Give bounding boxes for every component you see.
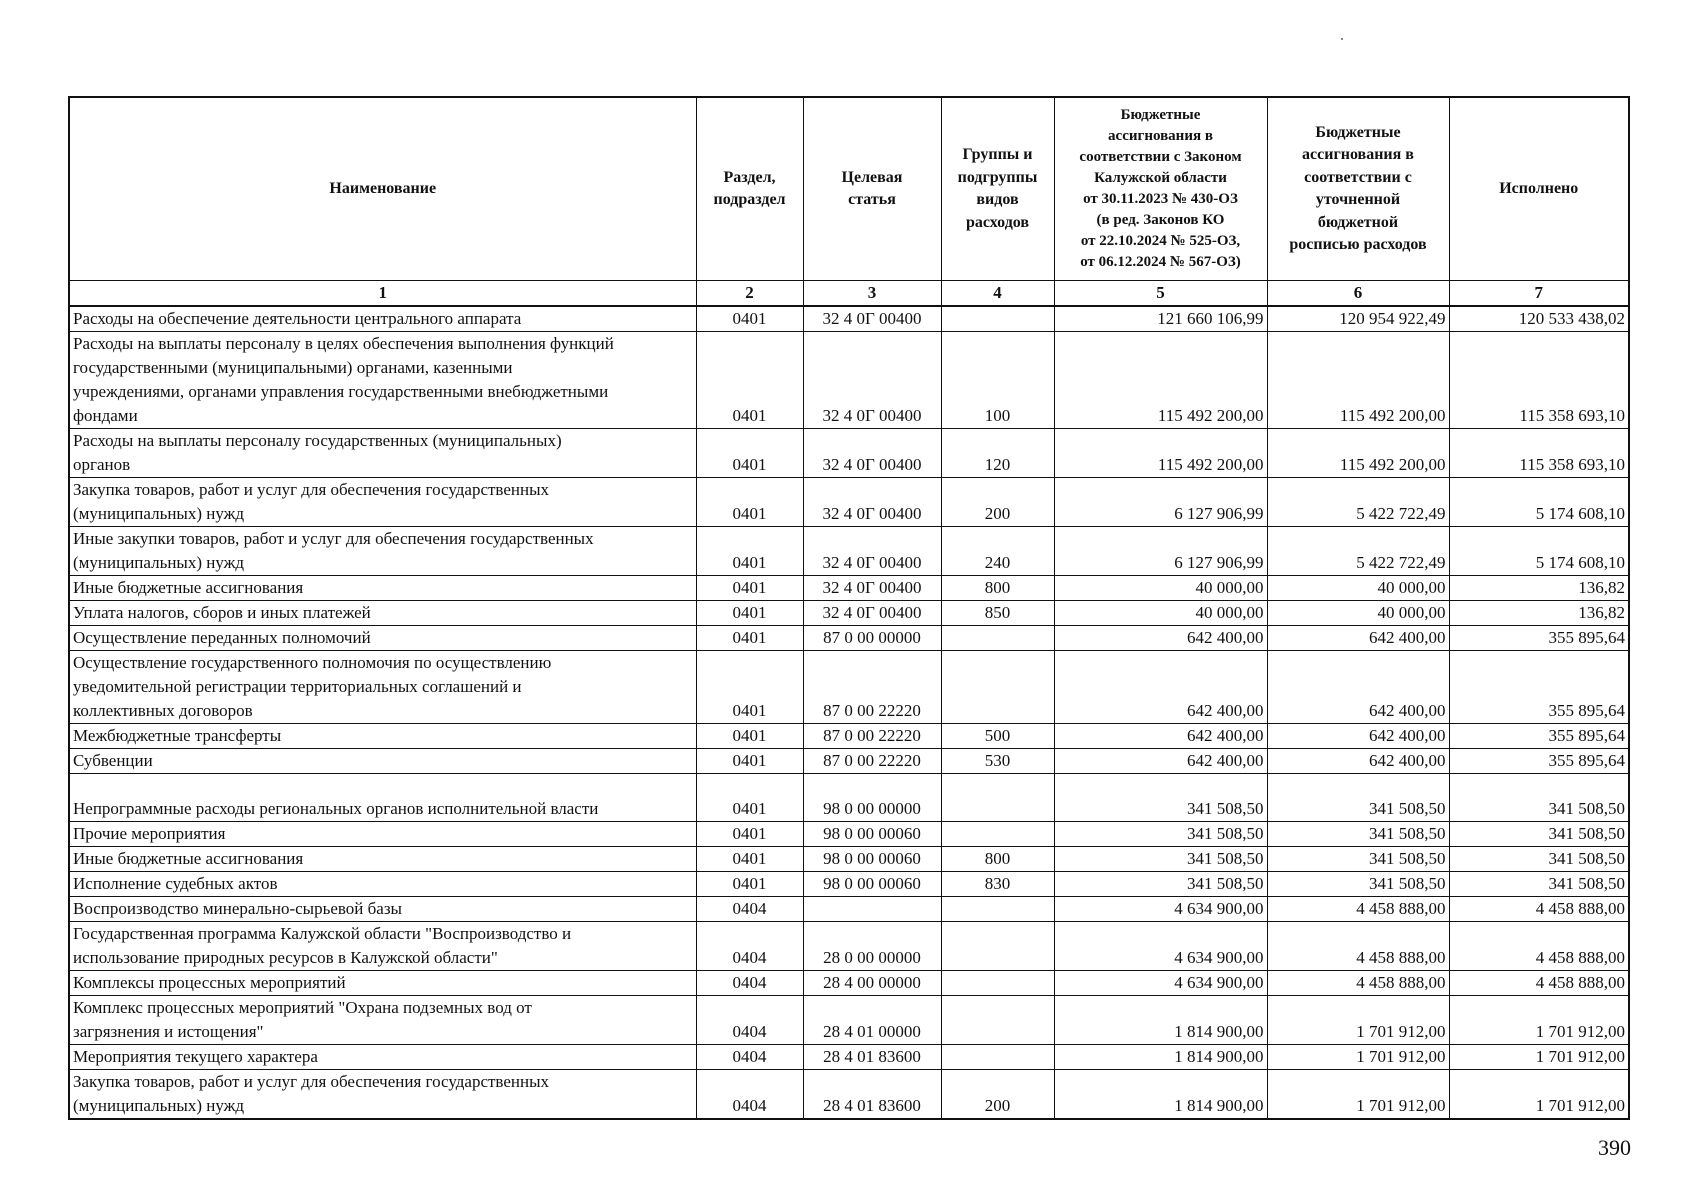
table-row — [69, 971, 1629, 996]
cell-law-allocation: 642 400,00 — [1054, 749, 1267, 774]
cell-section: 0401 — [696, 651, 803, 724]
cell-name: Иные бюджетные ассигнования — [69, 576, 696, 601]
cell-name: Уплата налогов, сборов и иных платежей — [69, 601, 696, 626]
cell-executed: 355 895,64 — [1449, 626, 1629, 651]
cell-section: 0404 — [696, 996, 803, 1045]
cell-name: Расходы на выплаты персоналу государственных (муниципальных) органов — [69, 429, 696, 478]
cell-executed: 120 533 438,02 — [1449, 306, 1629, 332]
cell-law-allocation: 341 508,50 — [1054, 774, 1267, 822]
table-row — [69, 527, 1629, 576]
cell-expense-group: 100 — [941, 332, 1054, 429]
cell-refined-allocation: 1 701 912,00 — [1267, 996, 1449, 1045]
cell-executed: 115 358 693,10 — [1449, 429, 1629, 478]
header-target-article: Целевая статья — [803, 97, 941, 281]
column-number: 2 — [696, 281, 803, 307]
cell-expense-group: 240 — [941, 527, 1054, 576]
cell-expense-group: 830 — [941, 872, 1054, 897]
cell-section: 0401 — [696, 478, 803, 527]
budget-table — [68, 96, 1630, 1120]
cell-name: Мероприятия текущего характера — [69, 1045, 696, 1070]
table-row — [69, 822, 1629, 847]
cell-expense-group: 800 — [941, 847, 1054, 872]
cell-refined-allocation: 115 492 200,00 — [1267, 332, 1449, 429]
cell-refined-allocation: 5 422 722,49 — [1267, 527, 1449, 576]
table-row — [69, 872, 1629, 897]
cell-target-article: 32 4 0Г 00400 — [803, 306, 941, 332]
cell-expense-group — [941, 774, 1054, 822]
cell-executed: 5 174 608,10 — [1449, 478, 1629, 527]
cell-law-allocation: 642 400,00 — [1054, 651, 1267, 724]
cell-name: Закупка товаров, работ и услуг для обеспечения государственных (муниципальных) нужд — [69, 1070, 696, 1120]
cell-executed: 4 458 888,00 — [1449, 897, 1629, 922]
cell-law-allocation: 4 634 900,00 — [1054, 971, 1267, 996]
cell-refined-allocation: 642 400,00 — [1267, 651, 1449, 724]
cell-name: Расходы на выплаты персоналу в целях обеспечения выполнения функций государственными (муниципальными) органами, казенными учреждениями, органами управления государственными внебюджетными фондами — [69, 332, 696, 429]
header-law-allocations: Бюджетные ассигнования в соответствии с Законом Калужской области от 30.11.2023 № 430-ОЗ (в ред. Законов КО от 22.10.2024 № 525-ОЗ, от 06.12.2024 № 567-ОЗ) — [1054, 97, 1267, 281]
cell-target-article: 28 4 01 83600 — [803, 1070, 941, 1120]
cell-executed: 355 895,64 — [1449, 651, 1629, 724]
cell-section: 0401 — [696, 626, 803, 651]
cell-refined-allocation: 4 458 888,00 — [1267, 922, 1449, 971]
header-section: Раздел, подраздел — [696, 97, 803, 281]
cell-refined-allocation: 5 422 722,49 — [1267, 478, 1449, 527]
cell-law-allocation: 642 400,00 — [1054, 626, 1267, 651]
cell-target-article: 98 0 00 00000 — [803, 774, 941, 822]
cell-refined-allocation: 120 954 922,49 — [1267, 306, 1449, 332]
page-number: 390 — [1598, 1135, 1631, 1160]
table-row — [69, 1045, 1629, 1070]
cell-name: Иные закупки товаров, работ и услуг для обеспечения государственных (муниципальных) нужд — [69, 527, 696, 576]
table-row — [69, 332, 1629, 429]
cell-expense-group: 200 — [941, 478, 1054, 527]
cell-refined-allocation: 642 400,00 — [1267, 626, 1449, 651]
cell-law-allocation: 115 492 200,00 — [1054, 332, 1267, 429]
table-row — [69, 996, 1629, 1045]
cell-target-article: 87 0 00 00000 — [803, 626, 941, 651]
cell-executed: 341 508,50 — [1449, 774, 1629, 822]
cell-expense-group — [941, 996, 1054, 1045]
cell-section: 0401 — [696, 306, 803, 332]
cell-name: Исполнение судебных актов — [69, 872, 696, 897]
cell-law-allocation: 6 127 906,99 — [1054, 478, 1267, 527]
cell-executed: 341 508,50 — [1449, 847, 1629, 872]
cell-executed: 341 508,50 — [1449, 872, 1629, 897]
cell-law-allocation: 341 508,50 — [1054, 872, 1267, 897]
column-number: 3 — [803, 281, 941, 307]
cell-expense-group: 120 — [941, 429, 1054, 478]
cell-section: 0401 — [696, 872, 803, 897]
cell-name: Субвенции — [69, 749, 696, 774]
cell-executed: 5 174 608,10 — [1449, 527, 1629, 576]
cell-target-article: 32 4 0Г 00400 — [803, 332, 941, 429]
cell-target-article: 32 4 0Г 00400 — [803, 478, 941, 527]
cell-name: Осуществление переданных полномочий — [69, 626, 696, 651]
cell-name: Воспроизводство минерально-сырьевой базы — [69, 897, 696, 922]
cell-expense-group: 500 — [941, 724, 1054, 749]
cell-executed: 1 701 912,00 — [1449, 1045, 1629, 1070]
table-row — [69, 651, 1629, 724]
cell-target-article: 87 0 00 22220 — [803, 651, 941, 724]
cell-target-article: 32 4 0Г 00400 — [803, 601, 941, 626]
table-row — [69, 847, 1629, 872]
table-row — [69, 429, 1629, 478]
cell-name: Комплекс процессных мероприятий "Охрана подземных вод от загрязнения и истощения" — [69, 996, 696, 1045]
cell-name: Прочие мероприятия — [69, 822, 696, 847]
column-number-row — [69, 281, 1629, 307]
cell-refined-allocation: 341 508,50 — [1267, 872, 1449, 897]
cell-section: 0401 — [696, 576, 803, 601]
cell-target-article: 87 0 00 22220 — [803, 724, 941, 749]
cell-expense-group — [941, 922, 1054, 971]
cell-target-article: 28 4 01 00000 — [803, 996, 941, 1045]
cell-name: Государственная программа Калужской области "Воспроизводство и использование природных ресурсов в Калужской области" — [69, 922, 696, 971]
table-row — [69, 774, 1629, 822]
cell-executed: 4 458 888,00 — [1449, 971, 1629, 996]
cell-executed: 136,82 — [1449, 601, 1629, 626]
cell-refined-allocation: 642 400,00 — [1267, 749, 1449, 774]
cell-target-article: 28 0 00 00000 — [803, 922, 941, 971]
cell-section: 0404 — [696, 1070, 803, 1120]
header-expense-groups: Группы и подгруппы видов расходов — [941, 97, 1054, 281]
column-number: 5 — [1054, 281, 1267, 307]
table-row — [69, 306, 1629, 332]
cell-law-allocation: 40 000,00 — [1054, 576, 1267, 601]
table-row — [69, 626, 1629, 651]
cell-name: Расходы на обеспечение деятельности центрального аппарата — [69, 306, 696, 332]
cell-name: Осуществление государственного полномочия по осуществлению уведомительной регистрации территориальных соглашений и коллективных договоров — [69, 651, 696, 724]
cell-law-allocation: 1 814 900,00 — [1054, 1070, 1267, 1120]
cell-section: 0401 — [696, 429, 803, 478]
cell-law-allocation: 4 634 900,00 — [1054, 922, 1267, 971]
cell-refined-allocation: 4 458 888,00 — [1267, 897, 1449, 922]
column-number: 1 — [69, 281, 696, 307]
cell-law-allocation: 115 492 200,00 — [1054, 429, 1267, 478]
cell-executed: 341 508,50 — [1449, 822, 1629, 847]
cell-section: 0404 — [696, 971, 803, 996]
cell-target-article: 98 0 00 00060 — [803, 872, 941, 897]
cell-law-allocation: 4 634 900,00 — [1054, 897, 1267, 922]
table-row — [69, 897, 1629, 922]
cell-section: 0401 — [696, 847, 803, 872]
table-row — [69, 922, 1629, 971]
cell-expense-group: 530 — [941, 749, 1054, 774]
column-number: 6 — [1267, 281, 1449, 307]
cell-executed: 1 701 912,00 — [1449, 1070, 1629, 1120]
cell-target-article: 87 0 00 22220 — [803, 749, 941, 774]
cell-expense-group — [941, 897, 1054, 922]
cell-target-article: 32 4 0Г 00400 — [803, 429, 941, 478]
cell-expense-group — [941, 651, 1054, 724]
column-number: 7 — [1449, 281, 1629, 307]
cell-refined-allocation: 4 458 888,00 — [1267, 971, 1449, 996]
table-row — [69, 724, 1629, 749]
cell-section: 0401 — [696, 749, 803, 774]
cell-refined-allocation: 1 701 912,00 — [1267, 1070, 1449, 1120]
cell-refined-allocation: 642 400,00 — [1267, 724, 1449, 749]
cell-expense-group: 200 — [941, 1070, 1054, 1120]
cell-refined-allocation: 1 701 912,00 — [1267, 1045, 1449, 1070]
cell-target-article: 98 0 00 00060 — [803, 847, 941, 872]
cell-refined-allocation: 115 492 200,00 — [1267, 429, 1449, 478]
cell-executed: 355 895,64 — [1449, 724, 1629, 749]
cell-refined-allocation: 40 000,00 — [1267, 576, 1449, 601]
column-number: 4 — [941, 281, 1054, 307]
cell-target-article: 32 4 0Г 00400 — [803, 527, 941, 576]
table-row — [69, 601, 1629, 626]
cell-executed: 355 895,64 — [1449, 749, 1629, 774]
cell-name: Закупка товаров, работ и услуг для обеспечения государственных (муниципальных) нужд — [69, 478, 696, 527]
cell-executed: 115 358 693,10 — [1449, 332, 1629, 429]
table-row — [69, 1070, 1629, 1120]
table-body — [69, 306, 1629, 1119]
cell-executed: 1 701 912,00 — [1449, 996, 1629, 1045]
cell-expense-group — [941, 626, 1054, 651]
cell-expense-group — [941, 822, 1054, 847]
scan-speck — [1341, 38, 1343, 40]
cell-expense-group: 800 — [941, 576, 1054, 601]
table-row — [69, 478, 1629, 527]
cell-law-allocation: 6 127 906,99 — [1054, 527, 1267, 576]
cell-refined-allocation: 341 508,50 — [1267, 847, 1449, 872]
cell-expense-group — [941, 971, 1054, 996]
cell-law-allocation: 1 814 900,00 — [1054, 996, 1267, 1045]
cell-law-allocation: 121 660 106,99 — [1054, 306, 1267, 332]
cell-law-allocation: 341 508,50 — [1054, 847, 1267, 872]
cell-refined-allocation: 341 508,50 — [1267, 774, 1449, 822]
cell-section: 0401 — [696, 332, 803, 429]
cell-executed: 136,82 — [1449, 576, 1629, 601]
cell-refined-allocation: 40 000,00 — [1267, 601, 1449, 626]
cell-section: 0401 — [696, 601, 803, 626]
table-row — [69, 576, 1629, 601]
cell-law-allocation: 341 508,50 — [1054, 822, 1267, 847]
header-name: Наименование — [69, 97, 696, 281]
cell-section: 0401 — [696, 822, 803, 847]
header-row — [69, 97, 1629, 281]
cell-name: Межбюджетные трансферты — [69, 724, 696, 749]
table-row — [69, 749, 1629, 774]
cell-executed: 4 458 888,00 — [1449, 922, 1629, 971]
cell-name: Иные бюджетные ассигнования — [69, 847, 696, 872]
cell-target-article: 28 4 00 00000 — [803, 971, 941, 996]
cell-target-article: 32 4 0Г 00400 — [803, 576, 941, 601]
cell-law-allocation: 642 400,00 — [1054, 724, 1267, 749]
cell-law-allocation: 1 814 900,00 — [1054, 1045, 1267, 1070]
cell-section: 0401 — [696, 527, 803, 576]
cell-section: 0404 — [696, 897, 803, 922]
header-executed: Исполнено — [1449, 97, 1629, 281]
cell-expense-group — [941, 1045, 1054, 1070]
cell-name: Комплексы процессных мероприятий — [69, 971, 696, 996]
cell-expense-group: 850 — [941, 601, 1054, 626]
cell-refined-allocation: 341 508,50 — [1267, 822, 1449, 847]
cell-section: 0404 — [696, 922, 803, 971]
cell-section: 0404 — [696, 1045, 803, 1070]
cell-target-article: 28 4 01 83600 — [803, 1045, 941, 1070]
cell-target-article: 98 0 00 00060 — [803, 822, 941, 847]
cell-section: 0401 — [696, 774, 803, 822]
cell-name: Непрограммные расходы региональных органов исполнительной власти — [69, 774, 696, 822]
cell-target-article — [803, 897, 941, 922]
cell-law-allocation: 40 000,00 — [1054, 601, 1267, 626]
cell-section: 0401 — [696, 724, 803, 749]
header-refined-allocations: Бюджетные ассигнования в соответствии с уточненной бюджетной росписью расходов — [1267, 97, 1449, 281]
cell-expense-group — [941, 306, 1054, 332]
